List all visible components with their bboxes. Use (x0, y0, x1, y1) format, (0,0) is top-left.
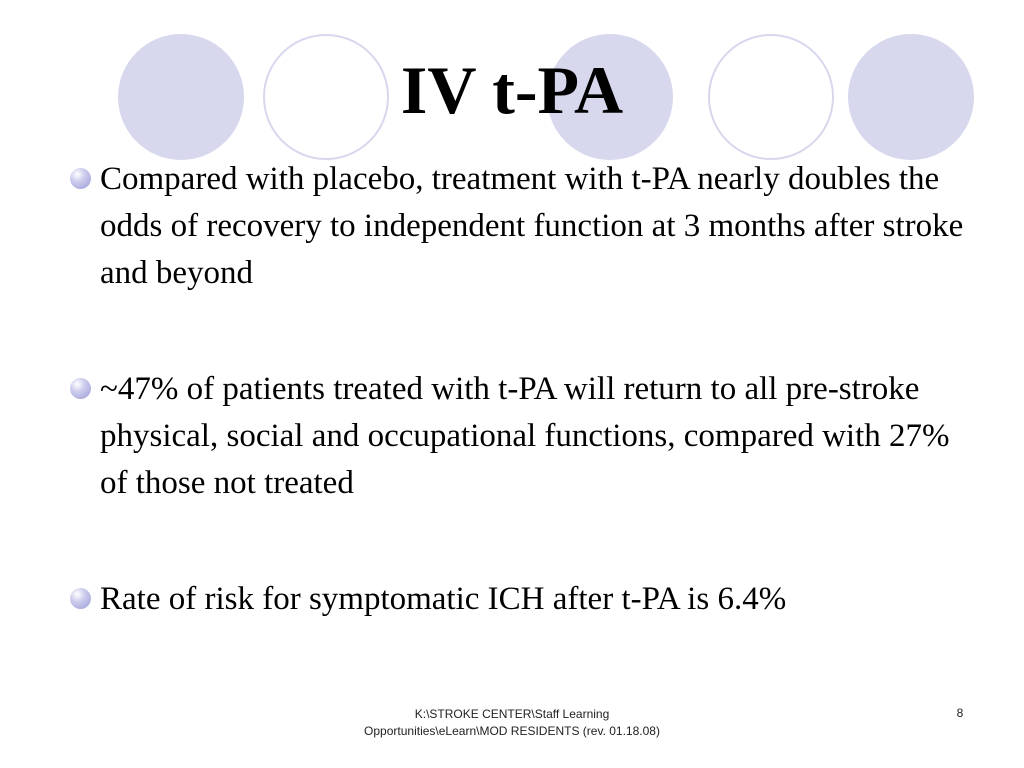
bullet-text: ~47% of patients treated with t-PA will return to all pre-stroke physical, social and occupational functions, compared with 27% of those not treated (100, 371, 950, 501)
bullet-dot-icon (70, 378, 91, 399)
page-number: 8 (956, 706, 964, 720)
bullet-dot-icon (70, 168, 91, 189)
slide-title: IV t-PA (400, 52, 624, 128)
bullet-text: Rate of risk for symptomatic ICH after t-PA is 6.4% (100, 581, 787, 617)
footer-file-path: K:\STROKE CENTER\Staff Learning Opportunities\eLearn\MOD RESIDENTS (rev. 01.18.08) (364, 707, 660, 738)
bullet-dot-icon (70, 588, 91, 609)
bullet-text: Compared with placebo, treatment with t-PA nearly doubles the odds of recovery to independent function at 3 months after stroke and beyond (100, 161, 964, 291)
